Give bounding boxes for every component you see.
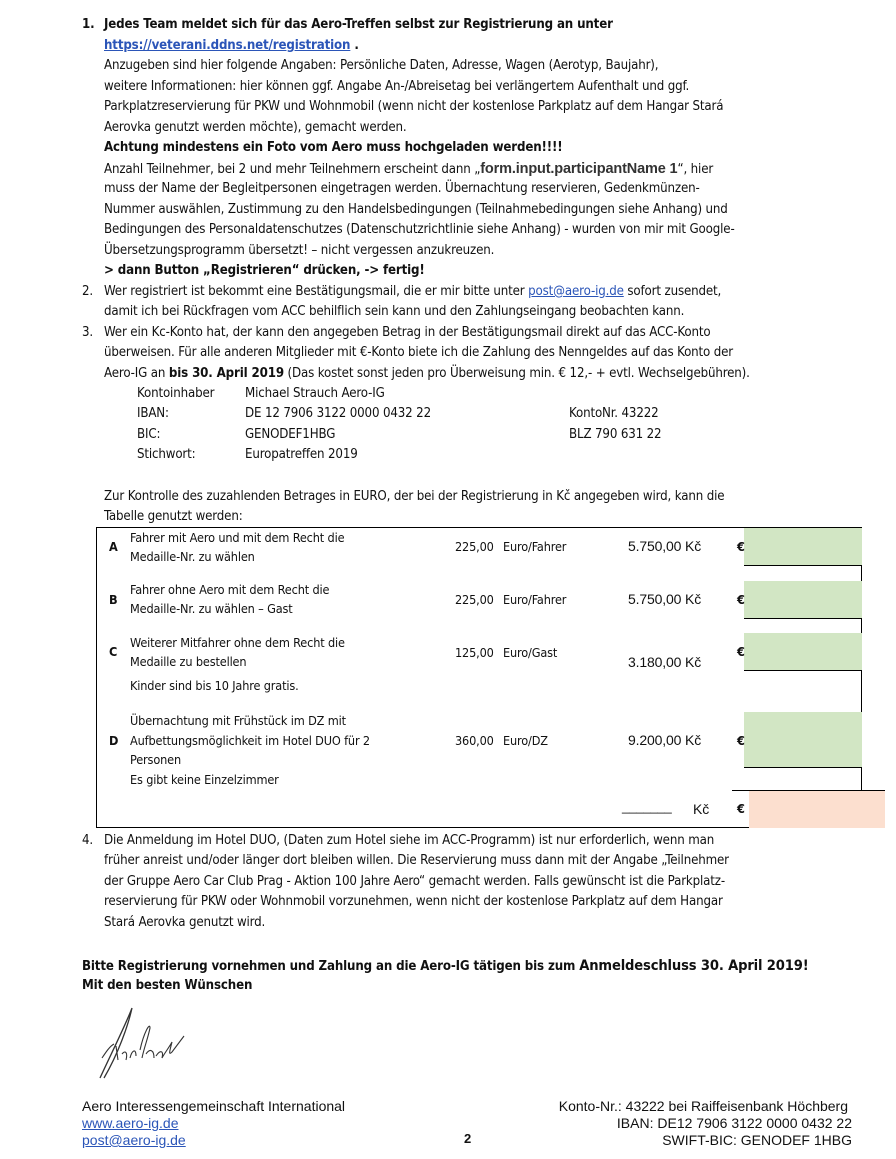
holder-label: Kontoinhaber	[137, 386, 215, 401]
register-button-instruction: > dann Button „Registrieren“ drücken, -> fertig!	[104, 263, 425, 278]
row-desc: Aufbettungsmöglichkeit im Hotel DUO für 2	[130, 733, 370, 748]
row-note: Kinder sind bis 10 Jahre gratis.	[130, 678, 299, 693]
row-desc: Medaille-Nr. zu wählen	[130, 549, 255, 564]
list-number-3: 3.	[82, 325, 94, 340]
item4-line: der Gruppe Aero Car Club Prag - Aktion 100 Jahre Aero“ gemacht werden. Falls gewünscht ist die Parkplatz-	[104, 874, 726, 889]
euro-sign: €	[737, 733, 745, 748]
row-desc: Personen	[130, 752, 181, 767]
item2-line: damit ich bei Rückfragen vom ACC behilflich sein kann und den Zahlungseingang beobachten kann.	[104, 304, 685, 319]
row-unit: Euro/Fahrer	[503, 539, 567, 554]
item4-line: früher anreist und/oder länger dort bleiben willen. Die Reservierung muss dann mit der Angabe „Teilnehmer	[104, 853, 729, 868]
closing-deadline-large: Anmeldeschluss 30. April 2019!	[579, 957, 809, 974]
item2-suffix: sofort zusendet,	[623, 284, 722, 299]
row-unit: Euro/DZ	[503, 733, 548, 748]
item1-heading: Jedes Team meldet sich für das Aero-Treffen selbst zur Registrierung an unter	[104, 17, 613, 32]
amount-input-a[interactable]	[744, 528, 862, 566]
item2-line	[104, 282, 721, 303]
bic-value: GENODEF1HBG	[245, 427, 336, 442]
item1-line: Nummer auswählen, Zustimmung zu den Handelsbedingungen (Teilnahmebedingungen siehe Anhang) und	[104, 202, 728, 217]
footer-iban: IBAN: DE12 7906 3122 0000 0432 22	[616, 1115, 852, 1131]
total-currency: Kč	[693, 801, 710, 817]
list-number-2: 2.	[82, 284, 94, 299]
iban-label: IBAN:	[137, 406, 169, 421]
row-euro-price: 225,00	[455, 592, 494, 607]
row-desc: Medaille zu bestellen	[130, 654, 247, 669]
footer-website-line	[82, 1115, 179, 1132]
row-czk-price: 9.200,00 Kč	[628, 732, 702, 748]
email-link[interactable]: post@aero-ig.de	[528, 284, 624, 299]
row-euro-price: 360,00	[455, 733, 494, 748]
row-desc: Fahrer mit Aero und mit dem Recht die	[130, 530, 345, 545]
row-desc: Medaille-Nr. zu wählen – Gast	[130, 601, 293, 616]
row-unit: Euro/Gast	[503, 645, 558, 660]
item3-line	[104, 364, 750, 385]
divider	[744, 565, 862, 566]
footer-swift: SWIFT-BIC: GENODEF 1HBG	[662, 1132, 852, 1148]
item1-line: Aerovka genutzt werden möchte), gemacht werden.	[104, 120, 407, 135]
total-euro-input[interactable]	[749, 791, 885, 828]
footer-email-link[interactable]: post@aero-ig.de	[82, 1132, 186, 1148]
item3-line: Wer ein Kc-Konto hat, der kann den angegeben Betrag in der Bestätigungsmail direkt auf das ACC-Konto	[104, 325, 711, 340]
row-czk-price: 5.750,00 Kč	[628, 538, 702, 554]
deadline-date: bis 30. April 2019	[168, 366, 284, 381]
item4-line: reservierung für PKW oder Wohnmobil vorzunehmen, wenn nicht der kostenlose Parkplatz auf dem Hangar	[104, 894, 723, 909]
item4-line: Stará Aerovka genutzt wird.	[104, 915, 266, 930]
row-unit: Euro/Fahrer	[503, 592, 567, 607]
table-intro: Tabelle genutzt werden:	[104, 509, 243, 524]
item1-line: muss der Name der Begleitpersonen eingetragen werden. Übernachtung reservieren, Gedenkmünzen-	[104, 181, 700, 196]
total-czk-blank: _______	[622, 799, 672, 814]
row-desc: Weiterer Mitfahrer ohne dem Recht die	[130, 635, 345, 650]
konto-number: KontoNr. 43222	[569, 406, 659, 421]
participant-prefix: Anzahl Teilnehmer, bei 2 und mehr Teilnehmern erscheint dann „	[104, 162, 481, 177]
amount-input-c[interactable]	[744, 633, 862, 671]
divider	[744, 767, 862, 768]
item1-line: Übersetzungsprogramm übersetzt! – nicht vergessen anzukreuzen.	[104, 243, 495, 258]
euro-sign: €	[737, 592, 745, 607]
row-note: Es gibt keine Einzelzimmer	[130, 772, 279, 787]
holder-value: Michael Strauch Aero-IG	[245, 386, 385, 401]
divider	[744, 670, 862, 671]
list-number-1: 1.	[82, 17, 95, 32]
closing-greeting: Mit den besten Wünschen	[82, 978, 253, 993]
row-czk-price: 5.750,00 Kč	[628, 591, 702, 607]
registration-link[interactable]: https://veterani.ddns.net/registration	[104, 38, 351, 53]
closing-deadline	[82, 956, 809, 978]
item1-line: Parkplatzreservierung für PKW und Wohnmobil (wenn nicht der kostenlose Parkplatz auf dem Hangar Stará	[104, 99, 724, 114]
row-code-a: A	[109, 539, 118, 554]
row-code-b: B	[109, 592, 118, 607]
item2-prefix: Wer registriert ist bekommt eine Bestätigungsmail, die er mir bitte unter	[104, 284, 529, 299]
participant-field-name: form.input.participantName 1	[480, 161, 678, 177]
amount-input-b[interactable]	[744, 581, 862, 619]
iban-value: DE 12 7906 3122 0000 0432 22	[245, 406, 431, 421]
row-desc: Fahrer ohne Aero mit dem Recht die	[130, 582, 330, 597]
euro-sign: €	[737, 644, 745, 659]
footer-bank: Konto-Nr.: 43222 bei Raiffeisenbank Höchberg	[558, 1098, 848, 1114]
footer-org: Aero Interessengemeinschaft International	[82, 1098, 346, 1114]
page-number: 2	[464, 1131, 472, 1146]
item3-line: überweisen. Für alle anderen Mitglieder mit €-Konto biete ich die Zahlung des Nenngeldes auf das Konto der	[104, 345, 734, 360]
item1-line: weitere Informationen: hier können ggf. Angabe An-/Abreisetag bei verlängertem Aufenthalt und ggf.	[104, 79, 690, 94]
row-code-d: D	[109, 733, 119, 748]
signature-icon	[92, 1002, 202, 1082]
row-euro-price: 125,00	[455, 645, 494, 660]
footer-website-link[interactable]: www.aero-ig.de	[82, 1115, 179, 1131]
item4-line: Die Anmeldung im Hotel DUO, (Daten zum Hotel siehe im ACC-Programm) ist nur erforderlich, wenn man	[104, 833, 715, 848]
bic-label: BIC:	[137, 427, 161, 442]
item1-line: Anzugeben sind hier folgende Angaben: Persönliche Daten, Adresse, Wagen (Aerotyp, Baujahr),	[104, 58, 659, 73]
blz-number: BLZ 790 631 22	[569, 427, 662, 442]
item1-line: Bedingungen des Personaldatenschutzes (Datenschutzrichtlinie siehe Anhang) - wurden von mir mit Google-	[104, 222, 735, 237]
keyword-value: Europatreffen 2019	[245, 447, 358, 462]
item3-prefix: Aero-IG an	[104, 366, 169, 381]
photo-warning: Achtung mindestens ein Foto vom Aero muss hochgeladen werden!!!!	[104, 140, 563, 155]
list-number-4: 4.	[82, 833, 94, 848]
row-desc: Übernachtung mit Frühstück im DZ mit	[130, 713, 346, 728]
divider	[744, 618, 862, 619]
item3-suffix: (Das kostet sonst jeden pro Überweisung min. € 12,- + evtl. Wechselgebühren).	[283, 366, 750, 381]
closing-prefix: Bitte Registrierung vornehmen und Zahlung an die Aero-IG tätigen bis zum	[82, 959, 580, 974]
total-euro-sign: €	[737, 801, 745, 816]
registration-link-line	[104, 36, 359, 57]
keyword-label: Stichwort:	[137, 447, 196, 462]
amount-input-d[interactable]	[744, 712, 862, 768]
row-code-c: C	[109, 644, 118, 659]
link-suffix: .	[350, 38, 359, 53]
participant-suffix: “, hier	[677, 162, 714, 177]
footer-email-line	[82, 1132, 186, 1149]
participant-line	[104, 159, 713, 181]
euro-sign: €	[737, 539, 745, 554]
row-euro-price: 225,00	[455, 539, 494, 554]
table-intro: Zur Kontrolle des zuzahlenden Betrages in EURO, der bei der Registrierung in Kč angegeben wird, kann die	[104, 489, 725, 504]
row-czk-price: 3.180,00 Kč	[628, 654, 702, 670]
